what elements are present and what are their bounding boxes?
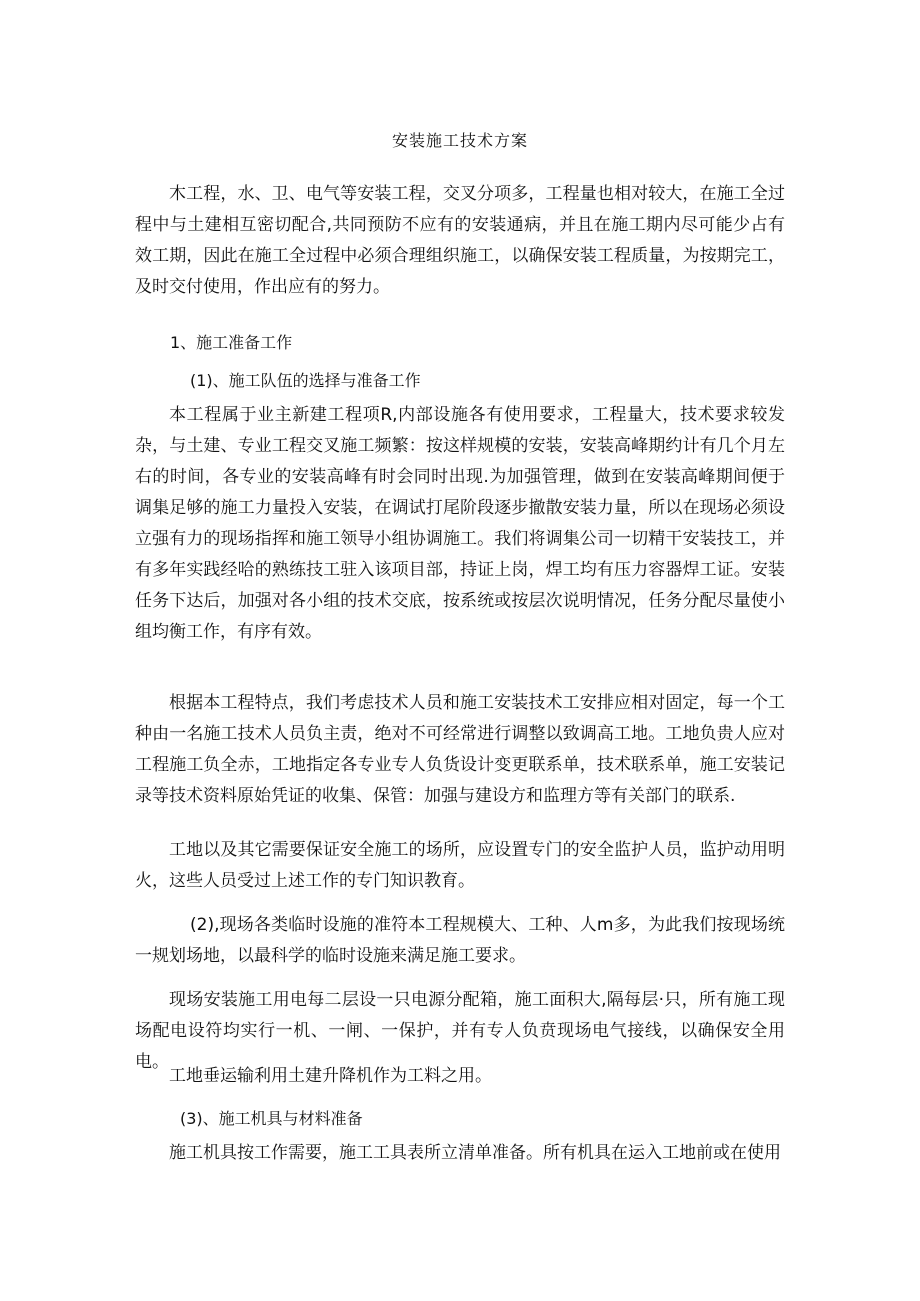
subsection-2-paragraph-1: (2),现场各类临时设施的准符本工程规模大、工种、人m多，为此我们按现场统一规划场地，以最科学的临时设施来满足施工要求。 xyxy=(135,915,785,966)
subsection-1-paragraph-1: 本工程属于业主新建工程项R,内部设施各有使用要求，工程量大，技术要求较发杂，与土建、专业工程交叉施工频繁：按这样规模的安装，安装高峰期约计有几个月左右的时间，各专业的安装高峰有时会同时出现.为加强管理，做到在安装高峰期间便于调集足够的施工力量投入安装，在调试打尾阶段逐步撤散安装力量，所以在现场必须设立强有力的现场指挥和施工领导小组协调施工。我们将调集公司一切精干安装技工，并有多年实践经哈的熟练技工驻入该项目部，持证上岗，焊工均有压力容器焊工证。安装任务下达后，加强对各小组的技术交底，按系统或按层次说明情况，任务分配尽量使小组均衡工作，有序有效。 xyxy=(135,405,785,642)
subsection-1-paragraph-3: 工地以及其它需要保证安全施工的场所，应设置专门的安全监护人员，监护动用明火，这些人员受过上述工作的专门知识教育。 xyxy=(135,840,785,891)
subsection-2-paragraph-2: 现场安装施工用电每二层设一只电源分配箱，施工面积大,隔每层·只，所有施工现场配电设符均实行一机、一闸、一保护，并有专人负贲现场电气接线，以确保安全用电。 xyxy=(135,990,785,1072)
intro-paragraph: 木工程，水、卫、电气等安装工程，交叉分项多，工程量也相对较大，在施工全过程中与土建相互密切配合,共同预防不应有的安装通病，并且在施工期内尽可能少占有效工期，因此在施工全过程中必须合理组织施工，以确保安装工程质量，为按期完工，及时交付使用，作出应有的努力。 xyxy=(135,184,785,297)
subsection-3-heading: (3)、施工机具与材料准备 xyxy=(180,1109,363,1128)
subsection-2-paragraph-3: 工地垂运输利用土建升降机作为工料之用。 xyxy=(169,1066,492,1086)
subsection-1-paragraph-2: 根据本工程特点，我们考虑技术人员和施工安装技术工安排应相对固定，每一个工种由一名施工技术人员负主责，绝对不可经常进行调整以致调高工地。工地负贵人应对工程施工负全赤，工地指定各专业专人负货设计变更联系单，技术联系单，施工安装记录等技术资料原始凭证的收集、保管：加强与建设方和监理方等有关部门的联系. xyxy=(135,693,785,806)
subsection-3-paragraph-1: 施工机具按工作需要，施工工具表所立清单准备。所有机具在运入工地前或在使用 xyxy=(169,1143,781,1163)
document-title: 安装施工技术方案 xyxy=(391,131,528,150)
subsection-1-heading: (1)、施工队伍的选择与准备工作 xyxy=(190,371,421,390)
section-1-heading: 1、施工准备工作 xyxy=(170,333,293,352)
